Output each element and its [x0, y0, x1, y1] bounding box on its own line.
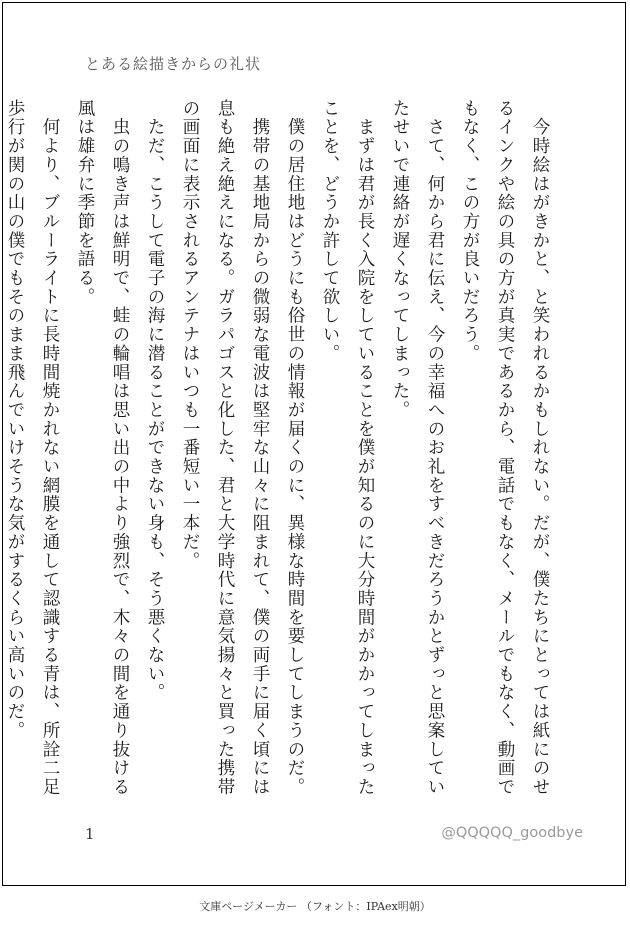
paragraph-5: 携帯の基地局からの微弱な電波は堅牢な山々に阻まれて、僕の両手に届く頃には息も絶え絶えになる。ガラパゴスと化した、君と大学時代に意気揚々と買った携帯の画面に表示されるアンテナはいつも一番短い一本だ。	[180, 99, 270, 797]
vertical-body-text	[5, 99, 557, 799]
paragraph-4: 僕の居住地はどうにも俗世の情報が届くのに、異様な時間を要してしまうのだ。	[285, 99, 305, 797]
author-handle: @QQQQQ_goodbye	[441, 825, 583, 841]
paragraph-1: 今時絵はがきかと、と笑われるかもしれない。だが、僕たちにとっては紙にのせるインクや絵の具の方が真実であるから、電話でもなく、メールでもなく、動画でもなく、この方が良いだろう。	[460, 99, 550, 797]
paragraph-7: 虫の鳴き声は鮮明で、蛙の輪唱は思い出の中より強烈で、木々の間を通り抜ける風は雄弁に季節を語る。	[75, 99, 130, 797]
paragraph-6: ただ、こうして電子の海に潜ることができない身も、そう悪くない。	[145, 99, 165, 703]
page-number: 1	[85, 825, 95, 843]
book-title: とある絵描きからの礼状	[85, 55, 262, 73]
generator-credit: 文庫ページメーカー （フォント：IPAex明朝）	[199, 900, 431, 913]
paragraph-3: まずは君が長く入院をしていることを僕が知るのに大分時間がかかってしまったことを、どうか許して欲しい。	[320, 99, 375, 797]
book-page	[2, 2, 626, 886]
paragraph-2: さて、何から君に伝え、今の幸福へのお礼をすべきだろうかとずっと思案していたせいで連絡が遅くなってしまった。	[390, 99, 445, 797]
paragraph-8: 何より、ブルーライトに長時間焼かれない網膜を通して認識する青は、所詮二足歩行が関の山の僕でもそのまま飛んでいけそうな気がするくらい高いのだ。	[5, 99, 60, 797]
